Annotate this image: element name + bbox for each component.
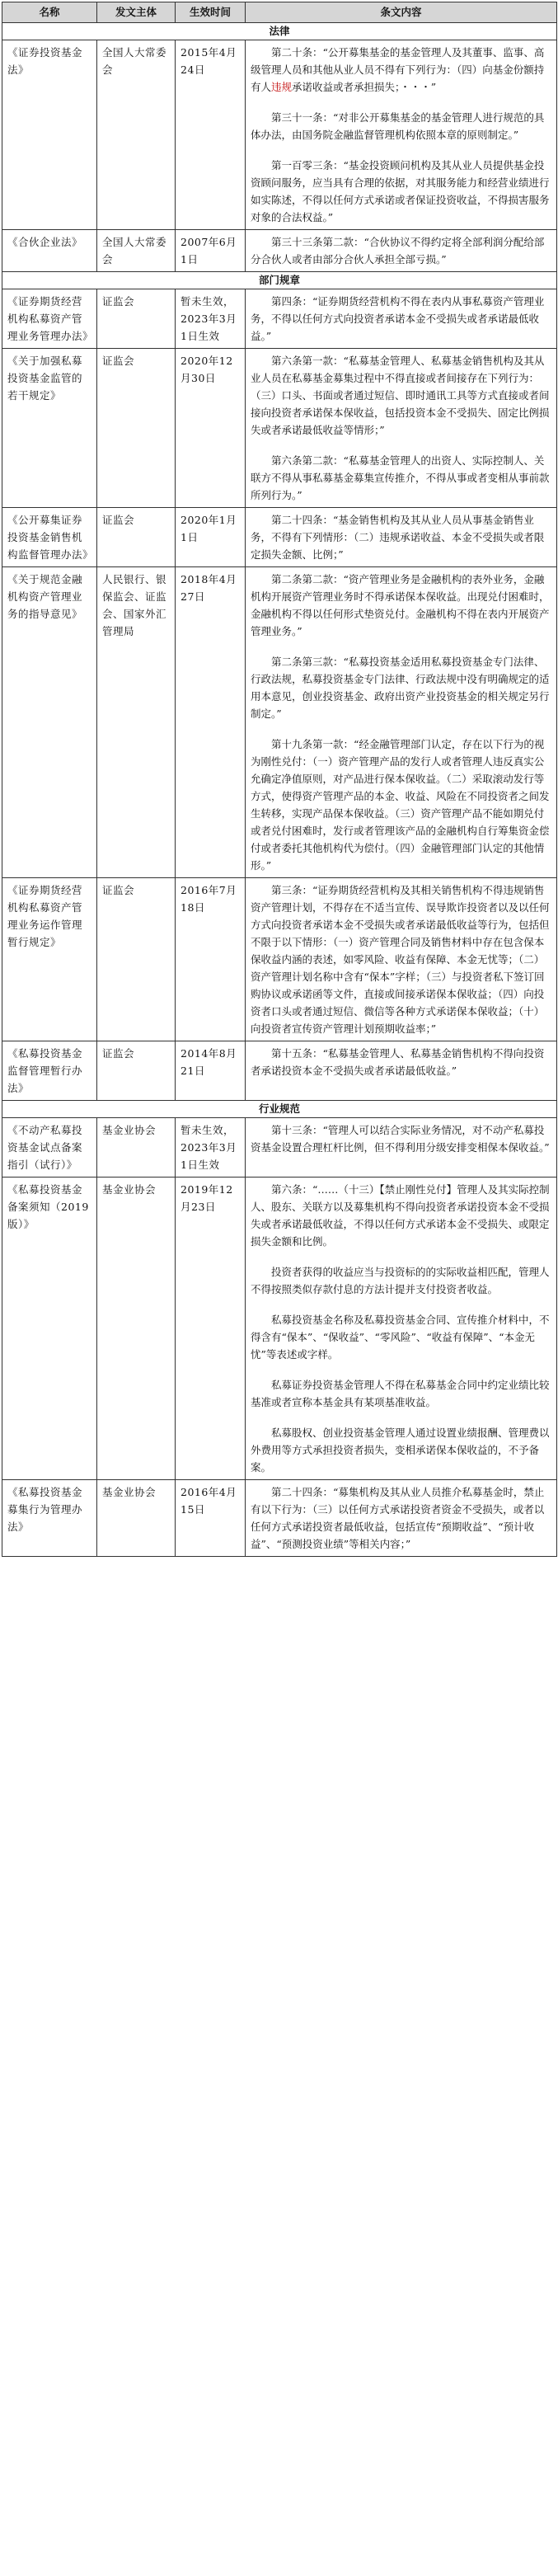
clause-paragraph: 第四条：“证券期货经营机构不得在表内从事私募资产管理业务，不得以任何方式向投资者承诺本金不受损失或者承诺最低收益。”	[251, 295, 545, 342]
clause-paragraph: 第十三条：“管理人可以结合实际业务情况，对不动产私募投资基金设置合理杠杆比例，但不得利用分级安排变相保本保收益。”	[251, 1124, 550, 1154]
regulation-name: 《合伙企业法》	[2, 230, 97, 272]
regulation-name: 《公开募集证券投资基金销售机构监督管理办法》	[2, 508, 97, 567]
clause-paragraph: 第一百零三条：“基金投资顾问机构及其从业人员提供基金投资顾问服务，应当具有合理的依据，对其服务能力和经营业绩进行如实陈述，不得以任何方式承诺或者保证投资收益，不得损害服务对象的合法权益。”	[251, 159, 550, 223]
regulation-name: 《证券投资基金法》	[2, 40, 97, 230]
regulation-table	[2, 2, 557, 1557]
issuing-authority: 证监会	[97, 289, 176, 349]
clause-content	[246, 230, 557, 272]
issuing-authority: 证监会	[97, 878, 176, 1041]
clause-paragraph: 第十五条：“私募基金管理人、私募基金销售机构不得向投资者承诺投资本金不受损失或者承诺最低收益。”	[251, 1047, 545, 1077]
issuing-authority: 基金业协会	[97, 1118, 176, 1178]
header-date: 生效时间	[176, 2, 246, 23]
clause-paragraph: 第二十四条：“募集机构及其从业人员推介私募基金时，禁止有以下行为：（三）以任何方式承诺投资者资金不受损失，或者以任何方式承诺投资者最低收益，包括宣传“预期收益”、“预计收益”、“预测投资业绩”等相关内容；”	[251, 1486, 545, 1550]
clause-paragraph: 第六条：“……（十三）【禁止刚性兑付】管理人及其实际控制人、股东、关联方以及募集机构不得向投资者承诺投资本金不受损失或者承诺最低收益，不得以任何方式承诺本金不受损失、或限定损失金额和比例。	[251, 1183, 550, 1248]
issuing-authority: 全国人大常委会	[97, 40, 176, 230]
issuing-authority: 证监会	[97, 508, 176, 567]
issuing-authority: 基金业协会	[97, 1480, 176, 1557]
clause-paragraph: 第六条第一款：“私募基金管理人、私募基金销售机构及其从业人员在私募基金募集过程中不得直接或者间接存在下列行为：（三）口头、书面或者通过短信、即时通讯工具等方式直接或者间接向投资者承诺保本保收益，包括投资本金不受损失、固定比例损失或者承诺最低收益等情形；”	[251, 355, 550, 436]
clause-paragraph: 第二十四条：“基金销售机构及其从业人员从事基金销售业务，不得有下列情形：（二）违规承诺收益、本金不受损失或者限定损失金额、比例；”	[251, 514, 545, 561]
table-row	[2, 230, 557, 272]
table-row	[2, 40, 557, 230]
section-row	[2, 272, 557, 289]
issuing-authority: 全国人大常委会	[97, 230, 176, 272]
header-content: 条文内容	[246, 2, 557, 23]
effective-date: 2014年8月21日	[176, 1041, 246, 1101]
clause-paragraph: 投资者获得的收益应当与投资标的的实际收益相匹配，管理人不得按照类似存款付息的方法计提并支付投资者收益。	[251, 1266, 550, 1295]
section-row	[2, 1101, 557, 1118]
clause-paragraph: 私募证券投资基金管理人不得在私募基金合同中约定业绩比较基准或者宣称本基金具有某项基准收益。	[251, 1379, 550, 1408]
effective-date: 2007年6月1日	[176, 230, 246, 272]
clause-paragraph: 第十九条第一款：“经金融管理部门认定，存在以下行为的视为刚性兑付：（一）资产管理产品的发行人或者管理人违反真实公允确定净值原则，对产品进行保本保收益。（二）采取滚动发行等方式，使得资产管理产品的本金、收益、风险在不同投资者之间发生转移，实现产品保本保收益。（三）资产管理产品不能如期兑付或者兑付困难时，发行或者管理该产品的金融机构自行筹集资金偿付或者委托其他机构代为偿付。（四）金融管理部门认定的其他情形。”	[251, 738, 550, 872]
effective-date: 2018年4月27日	[176, 567, 246, 878]
clause-paragraph: 第三十三条第二款：“合伙协议不得约定将全部利润分配给部分合伙人或者由部分合伙人承担全部亏损。”	[251, 236, 545, 266]
regulation-name: 《证券期货经营机构私募资产管理业务运作管理暂行规定》	[2, 878, 97, 1041]
table-row	[2, 1118, 557, 1178]
table-row	[2, 289, 557, 349]
clause-content	[246, 1118, 557, 1178]
highlighted-text: 违规	[271, 81, 293, 93]
table-row	[2, 349, 557, 508]
table-row	[2, 878, 557, 1041]
clause-content	[246, 40, 557, 230]
section-title: 行业规范	[2, 1101, 557, 1118]
table-row	[2, 1041, 557, 1101]
header-issuer: 发文主体	[97, 2, 176, 23]
clause-paragraph: 第六条第二款：“私募基金管理人的出资人、实际控制人、关联方不得从事私募基金募集宣传推介，不得从事或者变相从事前款所列行为。”	[251, 454, 550, 501]
regulation-name: 《私募投资基金备案须知（2019版）》	[2, 1178, 97, 1480]
clause-content	[246, 508, 557, 567]
clause-content	[246, 349, 557, 508]
clause-paragraph: 第三十一条：“对非公开募集基金的基金管理人进行规范的具体办法，由国务院金融监督管理机构依照本章的原则制定。”	[251, 111, 545, 141]
regulation-name: 《关于规范金融机构资产管理业务的指导意见》	[2, 567, 97, 878]
section-row	[2, 23, 557, 40]
effective-date: 2020年12月30日	[176, 349, 246, 508]
regulation-name: 《证券期货经营机构私募资产管理业务管理办法》	[2, 289, 97, 349]
table-row	[2, 1480, 557, 1557]
clause-content	[246, 1178, 557, 1480]
table-header-row	[2, 2, 557, 23]
effective-date: 2015年4月24日	[176, 40, 246, 230]
effective-date: 2019年12月23日	[176, 1178, 246, 1480]
effective-date: 暂未生效，2023年3月1日生效	[176, 1118, 246, 1178]
clause-content	[246, 878, 557, 1041]
clause-paragraph: 第二条第三款：“私募投资基金适用私募投资基金专门法律、行政法规，私募投资基金专门法律、行政法规中没有明确规定的适用本意见，创业投资基金、政府出资产业投资基金的相关规定另行制定。”	[251, 656, 550, 720]
table-row	[2, 508, 557, 567]
issuing-authority: 基金业协会	[97, 1178, 176, 1480]
clause-paragraph: 第三条：“证券期货经营机构及其相关销售机构不得违规销售资产管理计划，不得存在不适当宣传、误导欺诈投资者以及以任何方式向投资者承诺本金不受损失或者承诺最低收益等行为，包括但不限于以下情形：（一）资产管理合同及销售材料中存在包含保本保收益内涵的表述，如零风险、收益有保障、本金无忧等；（二）资产管理计划名称中含有“保本”字样；（三）与投资者私下签订回购协议或承诺函等文件，直接或间接承诺保本保收益；（四）向投资者口头或者通过短信、微信等各种方式承诺保本保收益；（十）向投资者宣传资产管理计划预期收益率；”	[251, 884, 550, 1035]
clause-content	[246, 1041, 557, 1101]
issuing-authority: 证监会	[97, 349, 176, 508]
clause-content	[246, 289, 557, 349]
issuing-authority: 人民银行、银保监会、证监会、国家外汇管理局	[97, 567, 176, 878]
table-row	[2, 1178, 557, 1480]
effective-date: 2016年7月18日	[176, 878, 246, 1041]
section-title: 部门规章	[2, 272, 557, 289]
clause-content	[246, 567, 557, 878]
clause-paragraph: 第二条第二款：“资产管理业务是金融机构的表外业务，金融机构开展资产管理业务时不得承诺保本保收益。出现兑付困难时，金融机构不得以任何形式垫资兑付。金融机构不得在表内开展资产管理业务。”	[251, 573, 550, 637]
regulation-name: 《不动产私募投资基金试点备案指引（试行）》	[2, 1118, 97, 1178]
effective-date: 暂未生效，2023年3月1日生效	[176, 289, 246, 349]
clause-paragraph: 私募股权、创业投资基金管理人通过设置业绩报酬、管理费以外费用等方式承担投资者损失，变相承诺保本保收益的，不予备案。	[251, 1427, 550, 1474]
table-body	[2, 23, 557, 1557]
effective-date: 2016年4月15日	[176, 1480, 246, 1557]
regulation-name: 《关于加强私募投资基金监管的若干规定》	[2, 349, 97, 508]
issuing-authority: 证监会	[97, 1041, 176, 1101]
clause-paragraph: 私募投资基金名称及私募投资基金合同、宣传推介材料中，不得含有“保本”、“保收益”、“零风险”、“收益有保障”、“本金无忧”等表述或字样。	[251, 1314, 550, 1361]
regulation-name: 《私募投资基金监督管理暂行办法》	[2, 1041, 97, 1101]
regulation-name: 《私募投资基金募集行为管理办法》	[2, 1480, 97, 1557]
section-title: 法律	[2, 23, 557, 40]
header-name: 名称	[2, 2, 97, 23]
clause-paragraph: 第二十条：“公开募集基金的基金管理人及其董事、监事、高级管理人员和其他从业人员不得有下列行为：（四）向基金份额持有人违规承诺收益或者承担损失；・・・”	[251, 46, 545, 93]
effective-date: 2020年1月1日	[176, 508, 246, 567]
clause-content	[246, 1480, 557, 1557]
table-row	[2, 567, 557, 878]
